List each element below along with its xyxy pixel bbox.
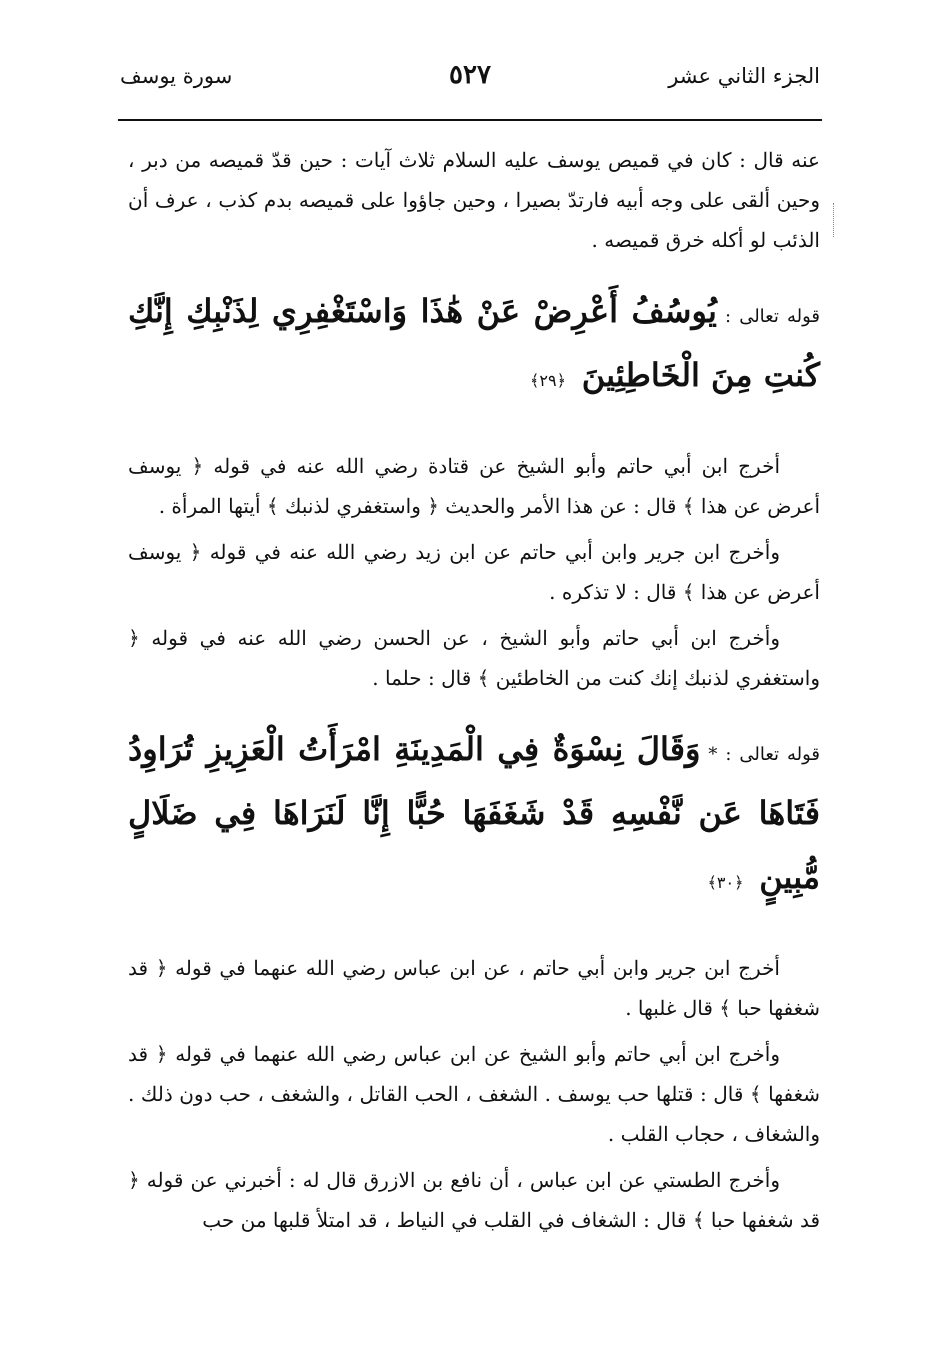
margin-mark bbox=[833, 203, 836, 237]
ayah-number-icon: ﴿٢٩﴾ bbox=[530, 371, 566, 390]
surah-title: سورة يوسف bbox=[120, 64, 233, 88]
part-title: الجزء الثاني عشر bbox=[668, 64, 820, 88]
verse-text: يُوسُفُ أَعْرِضْ عَنْ هَٰذَا وَاسْتَغْفِرِي لِذَنْبِكِ إِنَّكِ كُنتِ مِنَ الْخَاطِئِينَ bbox=[128, 292, 820, 394]
verse-lead: قوله تعالى : * bbox=[708, 744, 820, 765]
page-body bbox=[128, 140, 820, 1246]
page-header bbox=[120, 60, 820, 110]
commentary-paragraph: أخرج ابن جرير وابن أبي حاتم ، عن ابن عباس رضي الله عنهما في قوله ﴿ قد شغفها حبا ﴾ قال غلبها . bbox=[128, 956, 820, 1020]
commentary-paragraph: وأخرج الطستي عن ابن عباس ، أن نافع بن الازرق قال له : أخبرني عن قوله ﴿ قد شغفها حبا ﴾ قال : الشغاف في القلب في النياط ، قد امتلأ قلبها من حب bbox=[128, 1168, 820, 1232]
intro-paragraph: عنه قال : كان في قميص يوسف عليه السلام ثلاث آيات : حين قدّ قميصه من دبر ، وحين ألقى على وجه أبيه فارتدّ بصيرا ، وحين جاؤوا على قميصه بدم كذب ، عرف أن الذئب لو أكله خرق قميصه . bbox=[128, 148, 820, 252]
verse-lead: قوله تعالى : bbox=[725, 306, 821, 327]
verse-text: وَقَالَ نِسْوَةٌ فِي الْمَدِينَةِ امْرَأَتُ الْعَزِيزِ تُرَاوِدُ فَتَاهَا عَن نَّفْسِهِ قَدْ شَغَفَهَا حُبًّا إِنَّا لَنَرَاهَا فِي ضَلَالٍ مُّبِينٍ bbox=[128, 730, 820, 896]
commentary-paragraph: وأخرج ابن أبي حاتم وأبو الشيخ عن ابن عباس رضي الله عنهما في قوله ﴿ قد شغفها ﴾ قال : قتلها حب يوسف . الشغف ، الحب القاتل ، والشغف ، حب دون ذلك . والشغاف ، حجاب القلب . bbox=[128, 1042, 820, 1146]
verse-heading-30 bbox=[128, 720, 820, 912]
header-divider bbox=[118, 119, 822, 121]
ayah-number-icon: ﴿٣٠﴾ bbox=[707, 873, 744, 892]
commentary-paragraph: أخرج ابن أبي حاتم وأبو الشيخ عن قتادة رضي الله عنه في قوله ﴿ يوسف أعرض عن هذا ﴾ قال : عن هذا الأمر والحديث ﴿ واستغفري لذنبك ﴾ أيتها المرأة . bbox=[128, 454, 820, 518]
page-number: ٥٢٧ bbox=[449, 60, 491, 90]
verse-heading-29 bbox=[128, 282, 820, 410]
commentary-paragraph: وأخرج ابن أبي حاتم وأبو الشيخ ، عن الحسن رضي الله عنه في قوله ﴿ واستغفري لذنبك إنك كنت من الخاطئين ﴾ قال : حلما . bbox=[128, 626, 820, 690]
commentary-paragraph: وأخرج ابن جرير وابن أبي حاتم عن ابن زيد رضي الله عنه في قوله ﴿ يوسف أعرض عن هذا ﴾ قال : لا تذكره . bbox=[128, 540, 820, 604]
